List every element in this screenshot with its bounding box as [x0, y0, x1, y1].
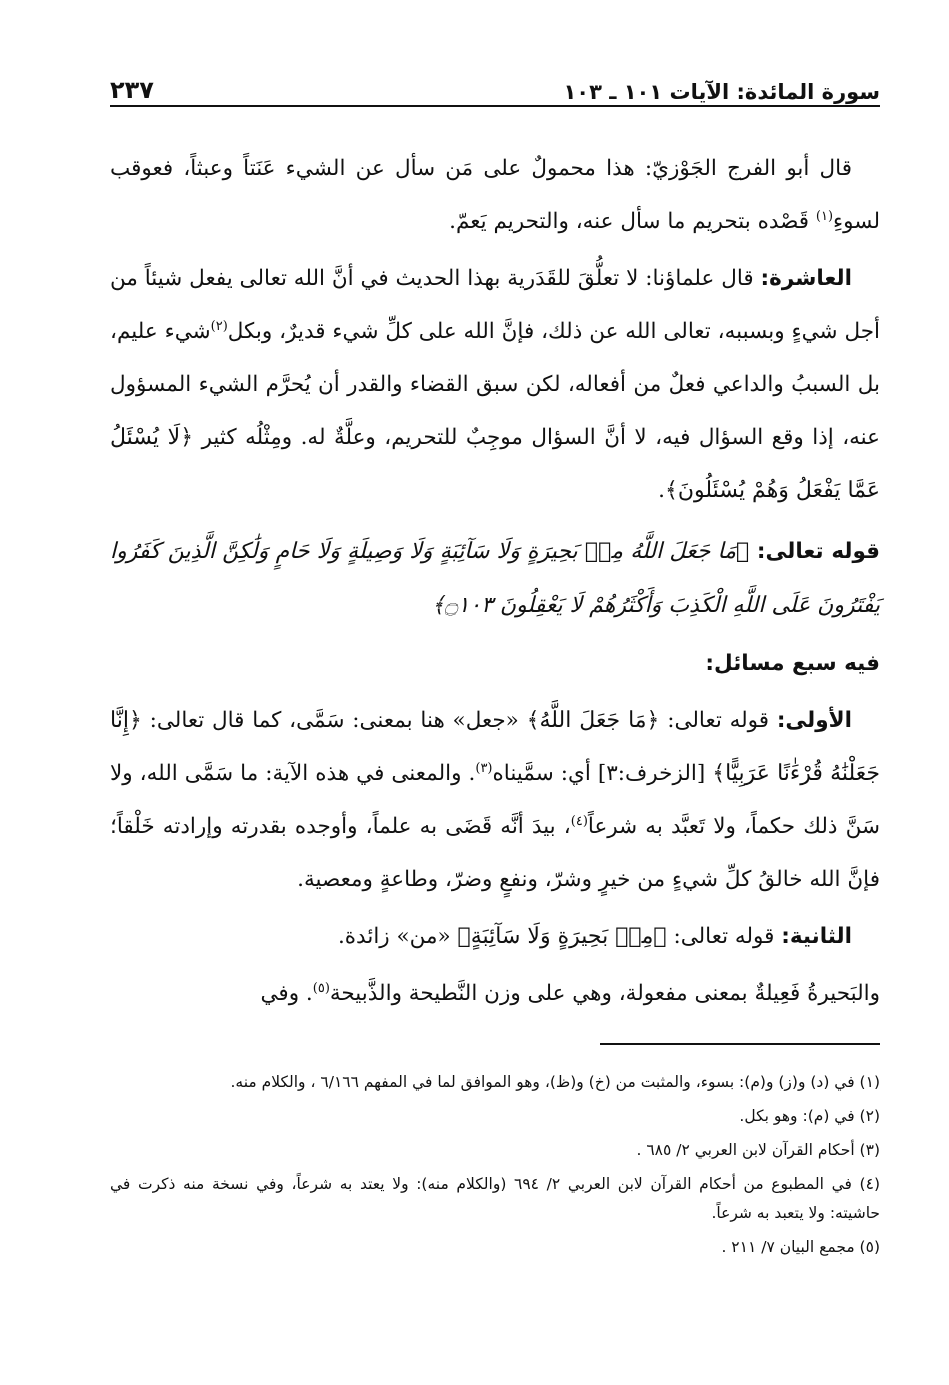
issue-label: الثانية:: [781, 924, 852, 949]
footnote-item: (٤) في المطبوع من أحكام القرآن لابن العربي ٢/ ٦٩٤ (والكلام منه): ولا يعتد به شرعاً، وفي نسخة منه ذكرت في حاشيته: ولا يتعبد به شرعاً.: [110, 1175, 880, 1222]
footnote-item: (٣) أحكام القرآن لابن العربي ٢/ ٦٨٥ .: [636, 1141, 880, 1159]
paragraph-text: ، بيدَ أنَّه قَضَى به علماً، وأوجده بقدرته وإرادته خَلْقاً؛ فإنَّ الله خالقُ كلِّ شيءٍ من خيرٍ وشرّ، ونفعٍ وضرّ، وطاعةٍ ومعصية.: [110, 814, 880, 892]
footnote-ref: (١): [815, 208, 834, 224]
footnote-item: (١) في (د) و(ز) و(م): بسوء، والمثبت من (خ) و(ظ)، وهو الموافق لما في المفهم ٦/١٦٦ ، والكلام منه.: [230, 1073, 880, 1091]
running-header: [110, 60, 880, 104]
quran-quote: ﴿إِنَّا جَعَلْنَٰهُ قُرْءَٰنًا عَرَبِيًّا﴾: [110, 708, 880, 786]
footnote-divider: [600, 1043, 880, 1045]
paragraph-text: [الزخرف:٣] أي: سمَّيناه: [492, 761, 713, 786]
paragraph-text: شيء عليم، بل السببُ والداعي فعلٌ من أفعاله، لكن سبق القضاء والقدر أن يُحرَّم الشيء المسؤول عنه، إذا وقع السؤال فيه، لا أنَّ السؤال موجِبٌ للتحريم، وعلَّةٌ له. ومِثْلُه كثير: [110, 319, 880, 450]
issues-intro: [110, 637, 880, 690]
paragraph-text: قَصْده بتحريم ما سأل عنه، والتحريم يَعمّ.: [449, 209, 816, 234]
paragraph-text: قال علماؤنا: لا تعلُّقَ للقَدَرية بهذا الحديث في أنَّ الله تعالى يفعل شيئاً من أجل شيءٍ وبسببه، تعالى الله عن ذلك، فإنَّ الله على كلِّ شيء قديرٌ، وبكل: [110, 266, 880, 344]
paragraph-text: قوله تعالى:: [666, 924, 782, 949]
paragraph-text: قوله تعالى:: [659, 708, 777, 733]
paragraph-text: والبَحيرةُ فَعِيلةٌ بمعنى مفعولة، وهي على وزن النَّطيحة والذَّبيحة: [329, 981, 880, 1006]
footnote-item: (٥) مجمع البيان ٧/ ٢١١ .: [721, 1238, 880, 1256]
header-title: سورة المائدة: الآيات ١٠١ ـ ١٠٣: [563, 80, 880, 104]
quran-quote: ﴿لَا يُسْئَلُ عَمَّا يَفْعَلُ وَهُمْ يُسْئَلُونَ﴾: [110, 425, 880, 503]
issue-label: العاشرة:: [760, 266, 852, 291]
paragraph-1: [110, 142, 880, 248]
paragraph-text: «من» زائدة.: [337, 924, 458, 949]
issues-intro-text: فيه سبع مسائل:: [705, 651, 880, 676]
verse-block: [110, 525, 880, 633]
issue-label: الأولى:: [776, 708, 852, 733]
verse-text: ﴿مَا جَعَلَ اللَّهُ مِنۢ بَحِيرَةٍ وَلَا سَآئِبَةٍ وَلَا وَصِيلَةٍ وَلَا حَامٍ وَلَٰكِنَّ الَّذِينَ كَفَرُوا يَفْتَرُونَ عَلَى اللَّهِ الْكَذِبَ وَأَكْثَرُهُمْ لَا يَعْقِلُونَ ۝١٠٣﴾: [110, 539, 880, 618]
paragraph-4: [110, 910, 880, 963]
quran-quote: ﴿مَا جَعَلَ اللَّهُ﴾: [526, 708, 660, 733]
footnote-ref: (٣): [475, 760, 493, 776]
paragraph-text: «جعل» هنا بمعنى: سَمَّى، كما قال تعالى:: [141, 708, 527, 733]
paragraph-text: . والمعنى في هذه الآية: ما سَمَّى الله، ولا سَنَّ ذلك حكماً، ولا تَعبَّد به شرعاً: [110, 761, 880, 839]
header-divider: [110, 105, 880, 107]
verse-label: قوله تعالى:: [749, 539, 880, 564]
paragraph-5: [110, 967, 880, 1020]
paragraph-text: . وفي: [260, 981, 313, 1006]
paragraph-3: [110, 694, 880, 906]
main-text: [110, 142, 880, 1024]
footnote-ref: (٥): [312, 980, 330, 996]
footnote-item: (٢) في (م): وهو بكل.: [739, 1107, 880, 1125]
page-number: ٢٣٧: [110, 76, 154, 104]
footnote-ref: (٤): [570, 813, 588, 829]
footnotes: [110, 1068, 880, 1267]
paragraph-text: قال أبو الفرج الجَوْزيّ: هذا محمولٌ على مَن سأل عن الشيء عَنَتاً وعبثاً، فعوقب لسوءِ: [110, 156, 880, 234]
paragraph-text: .: [658, 478, 665, 503]
paragraph-2: [110, 252, 880, 517]
footnote-ref: (٢): [210, 318, 228, 334]
quran-quote: ﴿مِنۢ بَحِيرَةٍ وَلَا سَآئِبَةٍ﴾: [457, 924, 667, 949]
